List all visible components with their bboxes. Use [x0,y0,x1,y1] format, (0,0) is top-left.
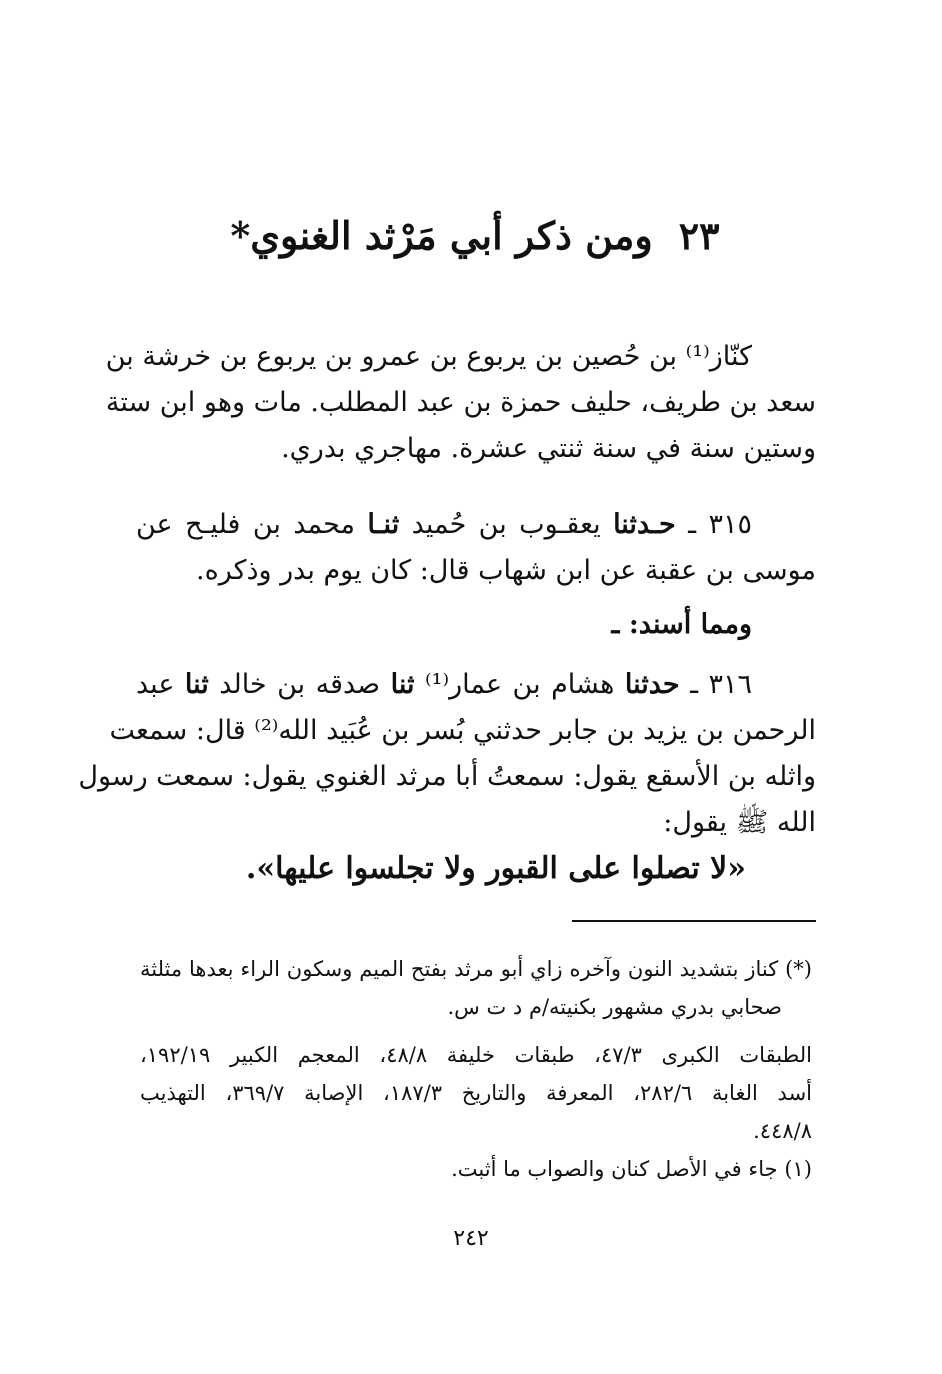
hadith-315-paragraph [136,502,816,594]
haddathana-keyword: حدثنا [624,669,680,700]
biography-paragraph [105,334,816,472]
hadith-316-line-3: واثله بن الأسقع يقول: سمعتُ أبا مرثد الغنوي يقول: سمعت رسول [78,761,816,792]
bio-line-1: كنّاز⁽¹⁾ بن حُصين بن يربوع بن عمرو بن يربوع بن خرشة بن [105,341,752,372]
hadith-315-narrator-1: يعقـوب بن حُميد [411,509,601,540]
hadith-316-narrator-3: عبد [136,669,175,700]
hadith-315-narrator-2: محمد بن فليـح عن [136,509,355,540]
hadith-315-line-1 [136,502,816,548]
thana-keyword: ثنا [184,669,209,700]
footnote-star-line-2: صحابي بدري مشهور بكنيته/م د ت س. [447,995,782,1019]
references-line-2: أسد الغابة ٢٨٢/٦، المعرفة والتاريخ ١٨٧/٣، الإصابة ٣٦٩/٧، التهذيب [140,1081,813,1105]
bio-line-2: سعد بن طريف، حليف حمزة بن عبد المطلب. مات وهو ابن ستة [105,387,816,418]
hadith-316-narrator-1: هشام بن عمار⁽¹⁾ [424,669,615,700]
hadith-316-narrator-2: صدقه بن خالد [219,669,381,700]
footnote-star [140,950,812,1026]
hadith-315-number: ٣١٥ ـ [688,509,752,540]
thana-keyword: ثنا [390,669,415,700]
hadith-316-line-1 [136,662,816,708]
section-heading [120,208,830,264]
footnote-references [140,1036,812,1150]
hadith-315-line-2: موسى بن عقبة عن ابن شهاب قال: كان يوم بدر وذكره. [196,555,816,586]
haddathana-keyword: حـدثنا [613,509,676,540]
thana-keyword: ثنـا [367,509,400,540]
page-number: ٢٤٢ [453,1226,489,1251]
musnad-heading-text: ومما أسند: ـ [611,609,752,640]
hadith-text: «لا تصلوا على القبور ولا تجلسوا عليها». [245,851,746,886]
section-title: ومن ذكر أبي مَرْثد الغنوي* [230,213,653,258]
footnote-1 [140,1150,812,1188]
hadith-316-number: ٣١٦ ـ [690,669,752,700]
musnad-heading [136,602,816,648]
footnote-star-line-1: (*) كناز بتشديد النون وآخره زاي أبو مرثد بفتح الميم وسكون الراء بعدها مثلثة [140,957,812,981]
bio-line-3: وستين سنة في سنة ثنتي عشرة. مهاجري بدري. [281,433,816,464]
hadith-316-line-2: الرحمن بن يزيد بن جابر حدثني بُسر بن عُبَيد الله⁽²⁾ قال: سمعت [109,715,816,746]
section-number: ٢٣ [678,213,720,258]
references-line-3: ٤٤٨/٨. [753,1119,812,1143]
references-line-1: الطبقات الكبرى ٤٧/٣، طبقات خليفة ٤٨/٨، المعجم الكبير ١٩٢/١٩، [140,1043,812,1067]
hadith-316-paragraph [78,662,816,846]
footnote-1-text: (١) جاء في الأصل كنان والصواب ما أثبت. [451,1157,812,1181]
footnote-divider [572,920,816,922]
hadith-316-line-4: الله ﷺ يقول: [663,807,816,838]
